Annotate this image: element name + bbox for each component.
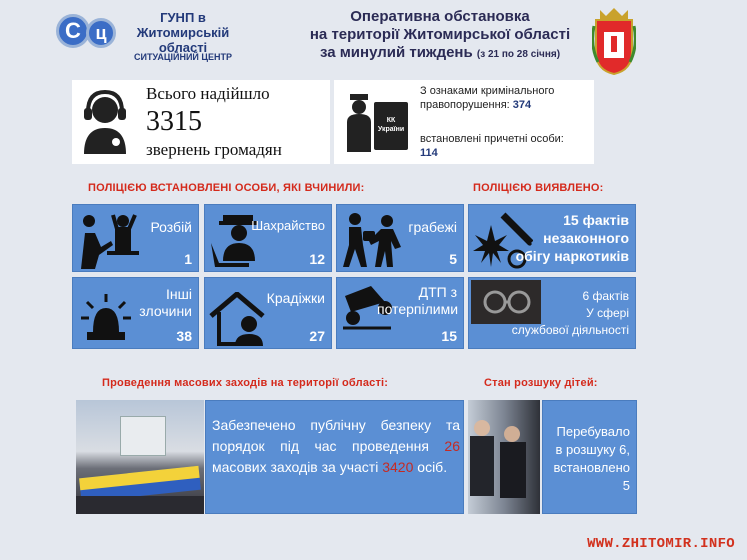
- theft-open-tile: [336, 204, 464, 272]
- house-burglar-icon: [209, 292, 269, 351]
- events-title: Проведення масових заходів на території області:: [102, 377, 389, 389]
- calls-number: 3315: [146, 106, 202, 137]
- police-officer-icon: [344, 92, 374, 154]
- gear-icon: С: [56, 14, 90, 48]
- dtp-value: 15: [441, 328, 457, 344]
- calls-line1: Всього надійшло: [146, 84, 270, 103]
- theft-tile: [204, 277, 332, 349]
- operator-headset-icon: [78, 90, 132, 156]
- crimes-panel: [334, 80, 594, 164]
- children-title: Стан розшуку дітей:: [484, 377, 598, 389]
- crime-signs: З ознаками кримінального правопорушення: 374: [420, 85, 555, 111]
- fraud-value: 12: [309, 251, 325, 267]
- coat-of-arms: [592, 6, 636, 76]
- official-tile: [468, 277, 636, 349]
- children-panel: [542, 400, 637, 514]
- official-text: 6 фактів У сфері службової діяльності: [511, 289, 629, 337]
- rally-photo: [76, 400, 204, 514]
- theft-open-label: грабежі: [408, 219, 457, 235]
- children-text: Перебувало в розшуку 6, встановлено 5: [553, 424, 630, 493]
- robbery-tile: [72, 204, 199, 272]
- theft-label: Крадіжки: [266, 290, 325, 306]
- fraud-label: Шахрайство: [251, 218, 325, 233]
- dtp-label: ДТП з потерпілими: [377, 284, 459, 317]
- section-right-title: ПОЛІЦІЄЮ ВИЯВЛЕНО:: [473, 182, 604, 194]
- other-tile: [72, 277, 199, 349]
- events-text: Забезпечено публічну безпеку та порядок під час проведення 26 масових заходів за участі 3420 осіб.: [212, 417, 460, 475]
- page-title: Оперативна обстановка на території Житомирської області за минулий тиждень (з 21 по 28 січня): [309, 8, 571, 61]
- calls-panel: [72, 80, 330, 164]
- theft-value: 27: [309, 328, 325, 344]
- snatching-icon: [341, 211, 405, 274]
- org-name: ГУНП в Житомирській області: [136, 10, 230, 55]
- calls-line3: звернень громадян: [146, 140, 282, 159]
- children-photo: [468, 400, 540, 514]
- org-subtitle: СИТУАЦІЙНИЙ ЦЕНТР: [134, 52, 232, 62]
- other-label: Інші злочини: [139, 286, 192, 319]
- drugs-tile: [468, 204, 636, 272]
- robbery-value: 1: [184, 251, 192, 267]
- events-panel: [205, 400, 464, 514]
- robbery-label: Розбій: [150, 219, 192, 235]
- dtp-tile: [336, 277, 464, 349]
- theft-open-value: 5: [449, 251, 457, 267]
- logo: [52, 8, 124, 56]
- drugs-text: 15 фактів незаконного обігу наркотиків: [515, 212, 629, 264]
- other-value: 38: [176, 328, 192, 344]
- watermark: WWW.ZHITOMIR.INFO: [587, 536, 735, 552]
- persons-established: встановлені причетні особи: 114: [420, 133, 564, 159]
- criminal-code-book-icon: КК України: [374, 102, 408, 150]
- fraud-tile: [204, 204, 332, 272]
- gear-icon: ц: [86, 18, 116, 48]
- robbery-icon: [77, 211, 141, 274]
- section-left-title: ПОЛІЦІЄЮ ВСТАНОВЛЕНІ ОСОБИ, ЯКІ ВЧИНИЛИ:: [88, 182, 365, 194]
